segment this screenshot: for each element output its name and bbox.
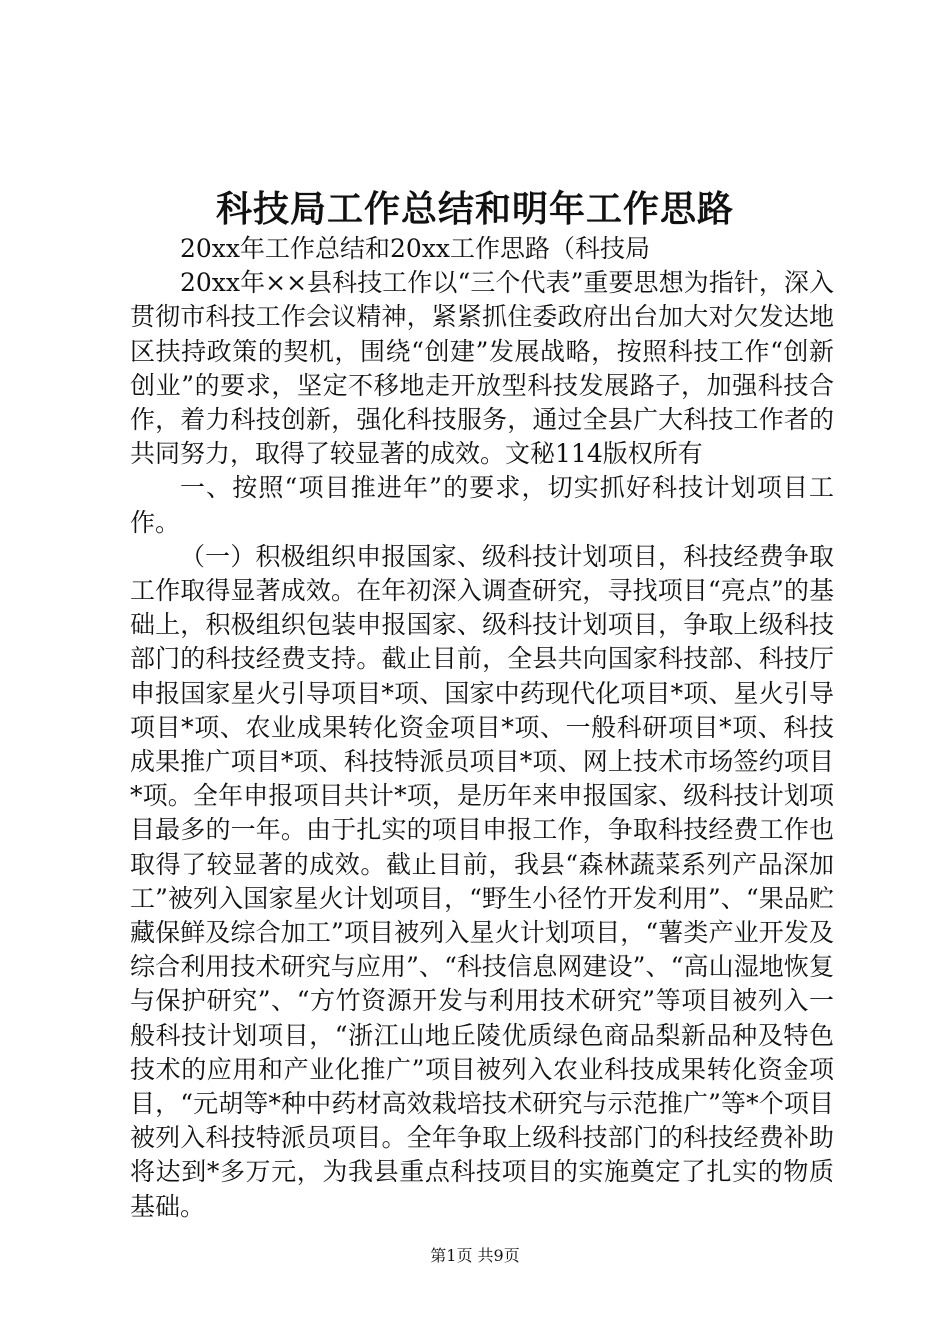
- intro-line: 20xx年工作总结和20xx工作思路（科技局: [180, 234, 651, 263]
- section-paragraph: （一）积极组织申报国家、级科技计划项目，科技经费争取工作取得显著成效。在年初深入调查研究，寻找项目“亮点”的基础上，积极组织包装申报国家、级科技计划项目，争取上级科技部门的科技经费支持。截止目前，全县共向国家科技部、科技厅申报国家星火引导项目*项、国家中药现代化项目*项、星火引导项目*项、农业成果转化资金项目*项、一般科研项目*项、科技成果推广项目*项、科技特派员项目*项、网上技术市场签约项目*项。全年申报项目共计*项，是历年来申报国家、级科技计划项目最多的一年。由于扎实的项目申报工作，争取科技经费工作也取得了较显著的成效。截止目前，我县“森林蔬菜系列产品深加工”被列入国家星火计划项目，“野生小径竹开发利用”、“果品贮藏保鲜及综合加工”项目被列入星火计划项目，“薯类产业开发及综合利用技术研究与应用”、“科技信息网建设”、“高山湿地恢复与保护研究”、“方竹资源开发与利用技术研究”等项目被列入一般科技计划项目，“浙江山地丘陵优质绿色商品梨新品种及特色技术的应用和产业化推广”项目被列入农业科技成果转化资金项目，“元胡等*种中药材高效栽培技术研究与示范推广”等*个项目被列入科技特派员项目。全年争取上级科技部门的科技经费补助将达到*多万元，为我县重点科技项目的实施奠定了扎实的物质基础。: [130, 541, 834, 1221]
- summary-paragraph: 20xx年××县科技工作以“三个代表”重要思想为指针，深入贯彻市科技工作会议精神，紧紧抓住委政府出台加大对欠发达地区扶持政策的契机，围绕“创建”发展战略，按照科技工作“创新创业”的要求，坚定不移地走开放型科技发展路子，加强科技合作，着力科技创新，强化科技服务，通过全县广大科技工作者的共同努力，取得了较显著的成效。文秘114版权所有: [130, 268, 834, 469]
- page-number: 第1页 共9页: [430, 1246, 520, 1265]
- section-heading: 一、按照“项目推进年”的要求，切实抓好科技计划项目工作。: [130, 473, 834, 537]
- document-title: 科技局工作总结和明年工作思路: [215, 188, 734, 230]
- document-body: [130, 232, 834, 1224]
